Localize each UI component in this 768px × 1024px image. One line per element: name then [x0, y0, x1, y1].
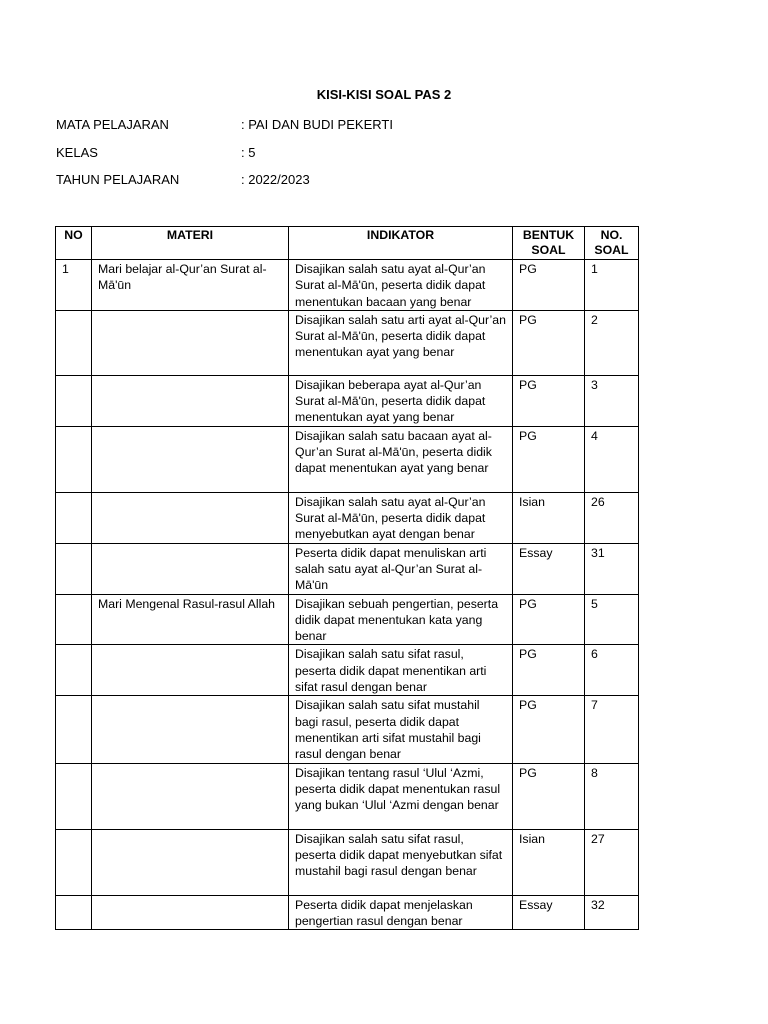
cell-no-soal: 3	[585, 375, 639, 426]
table-row	[56, 895, 639, 930]
cell-no-soal: 2	[585, 310, 639, 375]
meta-label: MATA PELAJARAN	[56, 117, 169, 132]
cell-no	[56, 492, 92, 543]
cell-bentuk-soal: PG	[513, 696, 585, 763]
cell-materi: Mari Mengenal Rasul-rasul Allah	[92, 594, 289, 645]
table-body	[56, 260, 639, 930]
table-row	[56, 829, 639, 895]
cell-materi	[92, 492, 289, 543]
table-row	[56, 310, 639, 375]
table-row	[56, 645, 639, 696]
cell-bentuk-soal: PG	[513, 310, 585, 375]
cell-no	[56, 645, 92, 696]
cell-no-soal: 4	[585, 426, 639, 492]
cell-no: 1	[56, 260, 92, 311]
cell-no	[56, 696, 92, 763]
meta-value: : 5	[241, 145, 256, 160]
cell-bentuk-soal: PG	[513, 645, 585, 696]
cell-indikator: Disajikan salah satu sifat rasul, peserta didik dapat menyebutkan sifat mustahil bagi rasul dengan benar	[289, 829, 513, 895]
cell-indikator: Disajikan salah satu sifat mustahil bagi rasul, peserta didik dapat menentikan arti sifat mustahil bagi rasul dengan benar	[289, 696, 513, 763]
cell-no	[56, 594, 92, 645]
cell-materi	[92, 763, 289, 829]
cell-no-soal: 27	[585, 829, 639, 895]
cell-bentuk-soal: Isian	[513, 492, 585, 543]
cell-indikator: Disajikan sebuah pengertian, peserta didik dapat menentukan kata yang benar	[289, 594, 513, 645]
cell-materi: Mari belajar al-Qur’an Surat al-Mā'ūn	[92, 260, 289, 311]
table-row	[56, 543, 639, 594]
cell-indikator: Disajikan salah satu sifat rasul, peserta didik dapat menentikan arti sifat rasul dengan benar	[289, 645, 513, 696]
meta-label: KELAS	[56, 145, 98, 160]
header-indikator: INDIKATOR	[289, 227, 513, 260]
meta-value: : 2022/2023	[241, 172, 310, 187]
cell-bentuk-soal: PG	[513, 763, 585, 829]
cell-materi	[92, 645, 289, 696]
cell-no-soal: 7	[585, 696, 639, 763]
cell-indikator: Disajikan salah satu bacaan ayat al-Qur’an Surat al-Mā'ūn, peserta didik dapat menentukan ayat yang benar	[289, 426, 513, 492]
meta-label: TAHUN PELAJARAN	[56, 172, 180, 187]
table-row	[56, 696, 639, 763]
cell-no	[56, 426, 92, 492]
cell-materi	[92, 895, 289, 930]
table-row	[56, 426, 639, 492]
table-row	[56, 594, 639, 645]
cell-materi	[92, 426, 289, 492]
cell-bentuk-soal: Essay	[513, 895, 585, 930]
cell-materi	[92, 310, 289, 375]
cell-no	[56, 543, 92, 594]
cell-indikator: Disajikan tentang rasul ‘Ulul ‘Azmi, peserta didik dapat menentukan rasul yang bukan ‘Ulul ‘Azmi dengan benar	[289, 763, 513, 829]
cell-no	[56, 829, 92, 895]
table-row	[56, 763, 639, 829]
header-materi: MATERI	[92, 227, 289, 260]
cell-indikator: Disajikan salah satu arti ayat al-Qur’an Surat al-Mā'ūn, peserta didik dapat menentukan ayat yang benar	[289, 310, 513, 375]
cell-no-soal: 26	[585, 492, 639, 543]
table-row	[56, 260, 639, 311]
cell-no	[56, 375, 92, 426]
cell-no-soal: 31	[585, 543, 639, 594]
table-header-row	[56, 227, 639, 260]
cell-materi	[92, 829, 289, 895]
cell-bentuk-soal: Isian	[513, 829, 585, 895]
meta-value: : PAI DAN BUDI PEKERTI	[241, 117, 393, 132]
header-bentuk-soal: BENTUK SOAL	[513, 227, 585, 260]
cell-no-soal: 8	[585, 763, 639, 829]
cell-bentuk-soal: Essay	[513, 543, 585, 594]
document-title: KISI-KISI SOAL PAS 2	[316, 87, 452, 102]
cell-no-soal: 6	[585, 645, 639, 696]
kisi-kisi-table	[55, 226, 639, 930]
table-row	[56, 375, 639, 426]
header-no-soal: NO. SOAL	[585, 227, 639, 260]
header-no: NO	[56, 227, 92, 260]
cell-bentuk-soal: PG	[513, 260, 585, 311]
cell-materi	[92, 375, 289, 426]
cell-no-soal: 1	[585, 260, 639, 311]
cell-indikator: Disajikan salah satu ayat al-Qur’an Surat al-Mā'ūn, peserta didik dapat menyebutkan ayat dengan benar	[289, 492, 513, 543]
cell-no	[56, 763, 92, 829]
cell-no-soal: 32	[585, 895, 639, 930]
cell-indikator: Peserta didik dapat menuliskan arti salah satu ayat al-Qur’an Surat al-Mā'ūn	[289, 543, 513, 594]
cell-no	[56, 310, 92, 375]
cell-indikator: Disajikan beberapa ayat al-Qur’an Surat al-Mā'ūn, peserta didik dapat menentukan ayat yang benar	[289, 375, 513, 426]
cell-materi	[92, 696, 289, 763]
cell-indikator: Peserta didik dapat menjelaskan pengertian rasul dengan benar	[289, 895, 513, 930]
cell-no-soal: 5	[585, 594, 639, 645]
cell-materi	[92, 543, 289, 594]
cell-bentuk-soal: PG	[513, 426, 585, 492]
cell-no	[56, 895, 92, 930]
cell-indikator: Disajikan salah satu ayat al-Qur’an Surat al-Mā'ūn, peserta didik dapat menentukan bacaan yang benar	[289, 260, 513, 311]
cell-bentuk-soal: PG	[513, 594, 585, 645]
table-row	[56, 492, 639, 543]
cell-bentuk-soal: PG	[513, 375, 585, 426]
